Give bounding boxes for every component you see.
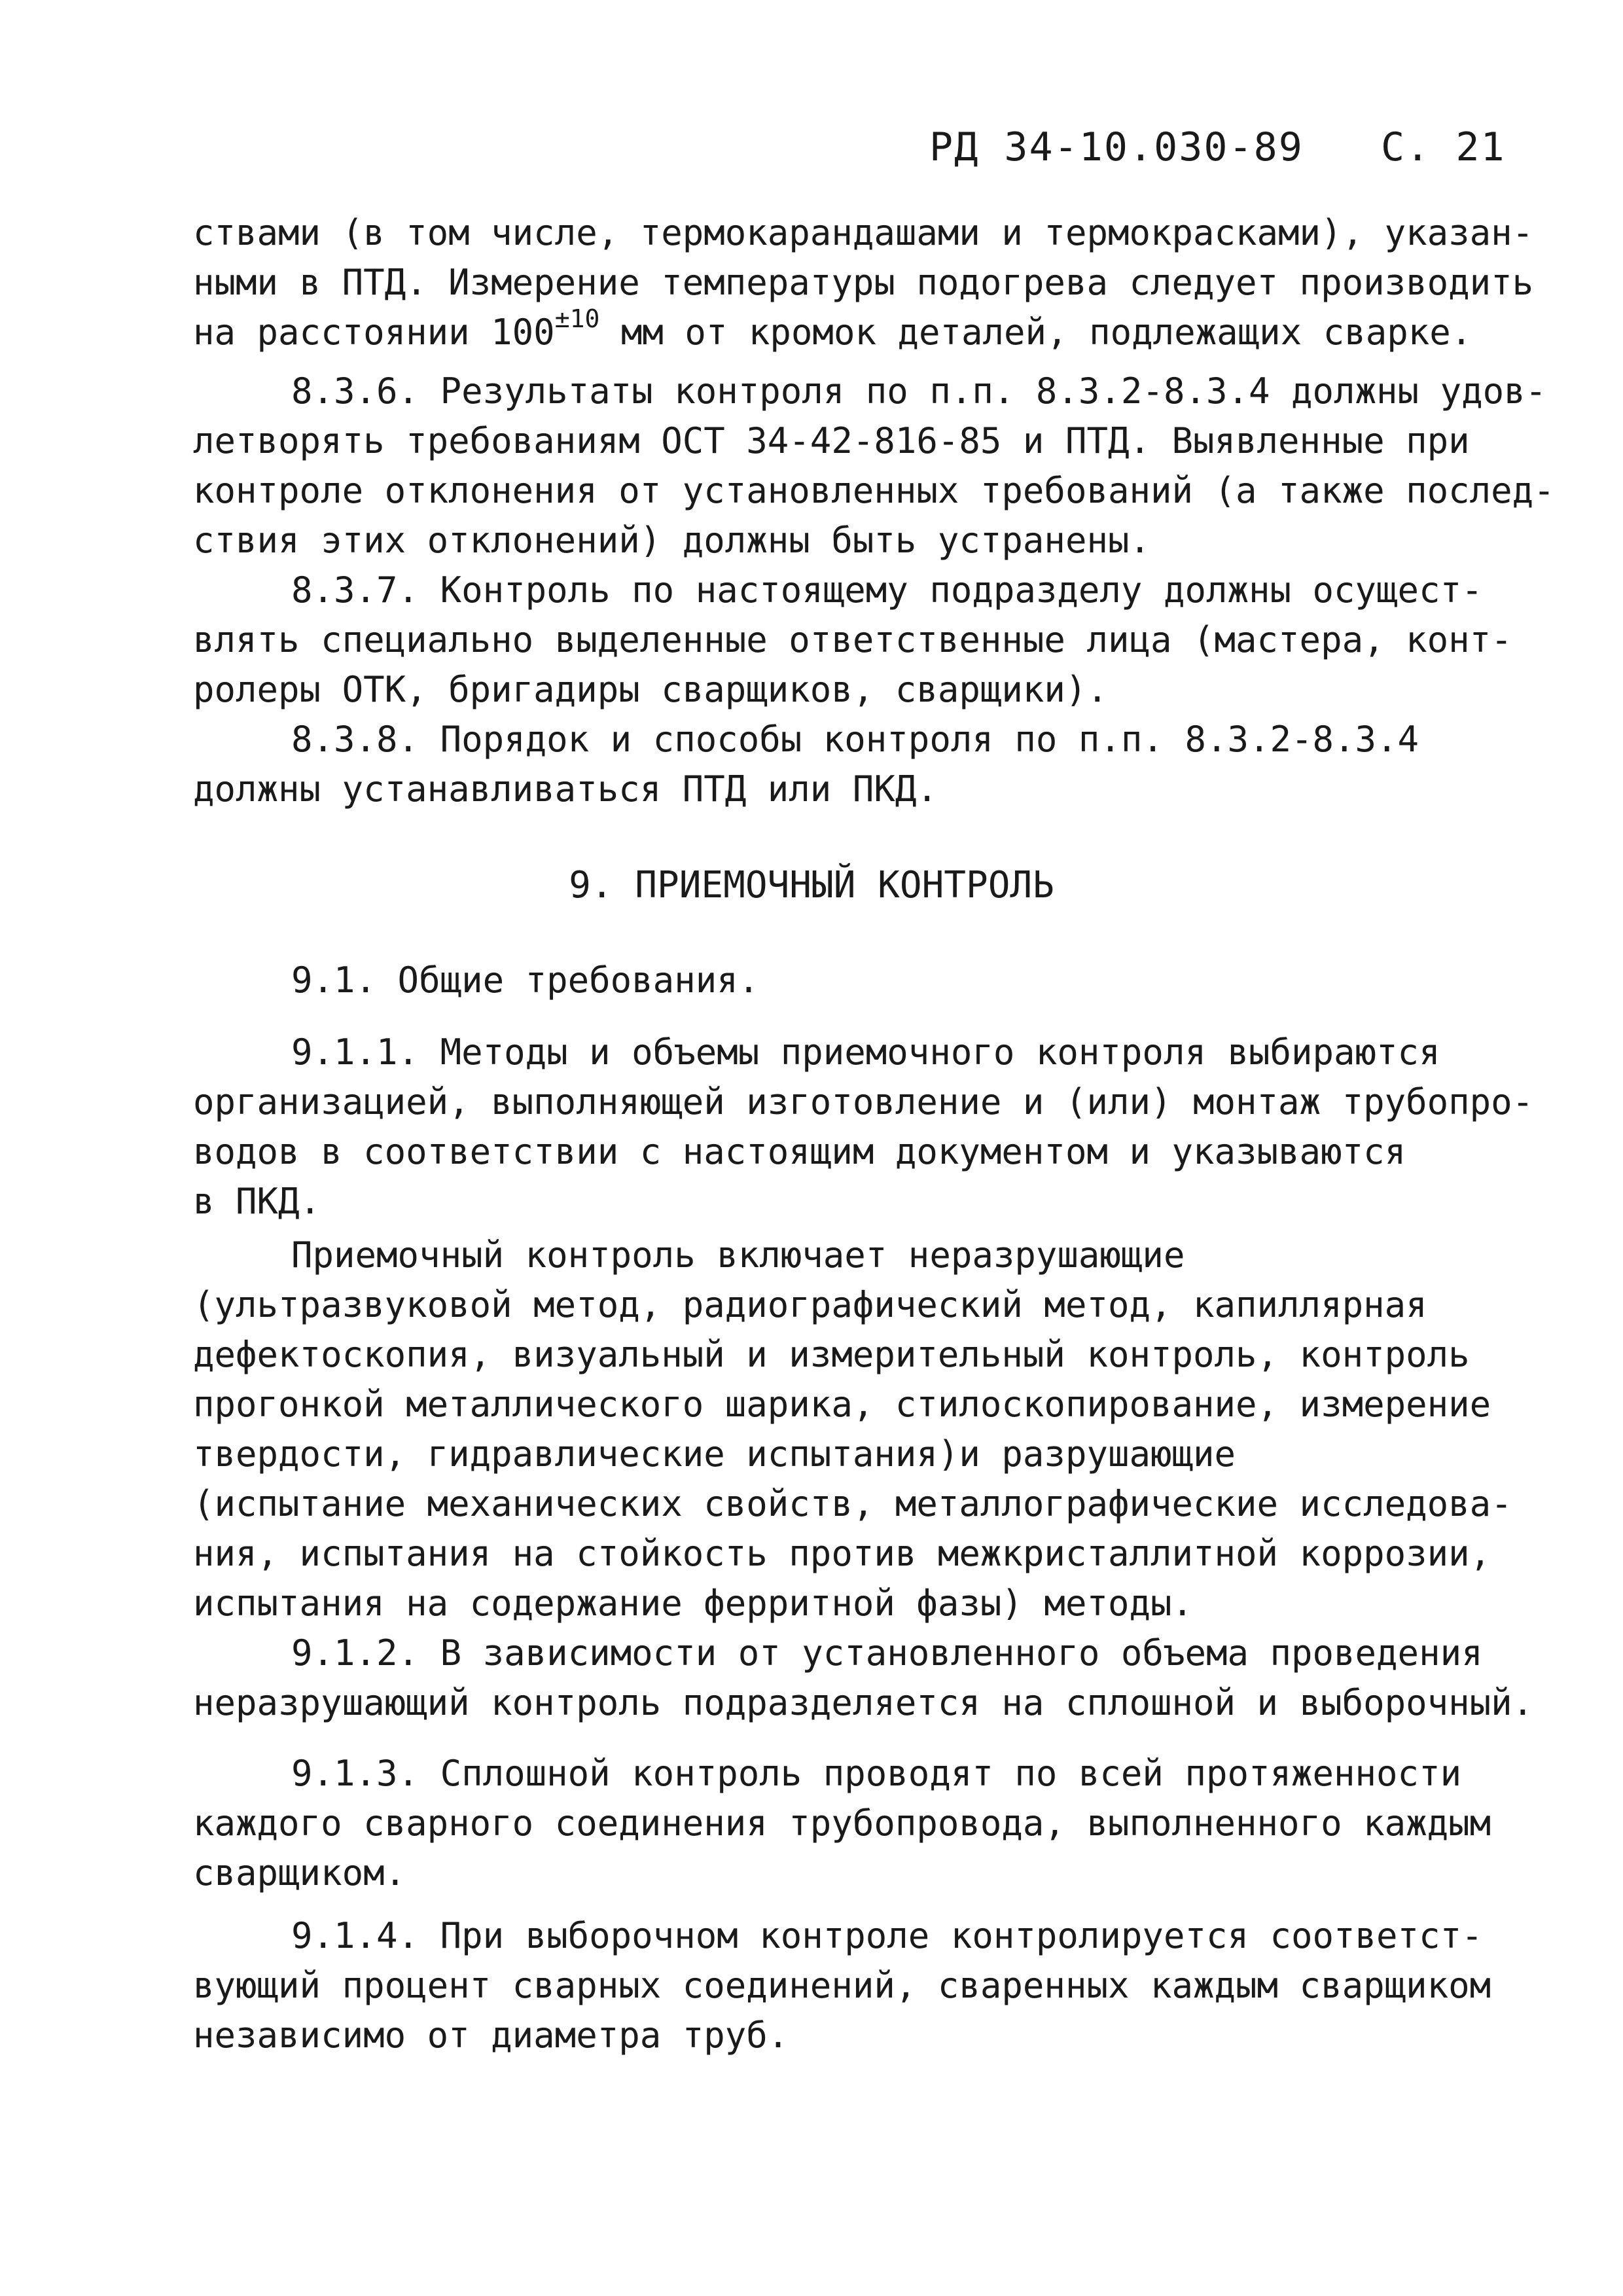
page-header (929, 124, 1506, 170)
text-fragment: мм от кромок деталей, подлежащих сварке. (599, 312, 1472, 353)
paragraph-8-3-6-line: 8.3.6. Результаты контроля по п.п. 8.3.2-8.3.4 должны удов- (291, 370, 1547, 412)
paragraph-9-1-3-line: каждого сварного соединения трубопровода, выполненного каждым (193, 1803, 1491, 1844)
paragraph-8-3-8-line: должны устанавливаться ПТД или ПКД. (193, 768, 938, 810)
paragraph-9-1-1-line: в ПКД. (193, 1181, 321, 1222)
page-number: С. 21 (1380, 124, 1506, 170)
paragraph-8-3-6-line: летворять требованиям ОСТ 34-42-816-85 и ПТД. Выявленные при (193, 420, 1470, 461)
paragraph-9-1-4-line: 9.1.4. При выборочном контроле контролируется соответст- (291, 1915, 1483, 1956)
paragraph-9-1-4-line: независимо от диаметра труб. (193, 2015, 789, 2056)
paragraph-acceptance-line: Приемочный контроль включает неразрушающие (291, 1234, 1185, 1276)
paragraph-8-3-8-line: 8.3.8. Порядок и способы контроля по п.п. 8.3.2-8.3.4 (291, 719, 1419, 760)
paragraph-8-3-7-line: ролеры ОТК, бригадиры сварщиков, сварщики). (193, 669, 1108, 710)
paragraph-acceptance-line: (ультразвуковой метод, радиографический метод, капиллярная (193, 1284, 1427, 1325)
paragraph-acceptance-line: испытания на содержание ферритной фазы) методы. (193, 1583, 1194, 1624)
paragraph-9-1-1-line: организацией, выполняющей изготовление и (или) монтаж трубопро- (193, 1081, 1534, 1122)
subsection-heading: 9.1. Общие требования. (291, 960, 760, 1001)
paragraph-9-1-3-line: сварщиком. (193, 1852, 406, 1893)
paragraph-acceptance-line: ния, испытания на стойкость против межкристаллитной коррозии, (193, 1533, 1491, 1574)
paragraph-acceptance-line: твердости, гидравлические испытания)и разрушающие (193, 1433, 1236, 1475)
text-line: ными в ПТД. Измерение температуры подогрева следует производить (193, 262, 1534, 303)
paragraph-9-1-2-line: неразрушающий контроль подразделяется на сплошной и выборочный. (193, 1682, 1534, 1723)
document-code: РД 34-10.030-89 (929, 124, 1304, 170)
section-heading: 9. ПРИЕМОЧНЫЙ КОНТРОЛЬ (569, 864, 1054, 906)
tolerance-superscript: ±10 (554, 304, 600, 333)
paragraph-9-1-4-line: вующий процент сварных соединений, сваренных каждым сварщиком (193, 1965, 1491, 2006)
paragraph-acceptance-line: дефектоскопия, визуальный и измерительный контроль, контроль (193, 1334, 1470, 1375)
paragraph-8-3-7-line: влять специально выделенные ответственные лица (мастера, конт- (193, 619, 1512, 660)
paragraph-acceptance-line: прогонкой металлического шарика, стилоскопирование, измерение (193, 1384, 1491, 1425)
paragraph-9-1-2-line: 9.1.2. В зависимости от установленного объема проведения (291, 1632, 1483, 1674)
text-fragment: на расстоянии 100 (193, 312, 555, 353)
paragraph-8-3-7-line: 8.3.7. Контроль по настоящему подразделу должны осущест- (291, 569, 1483, 611)
paragraph-8-3-6-line: ствия этих отклонений) должны быть устранены. (193, 520, 1150, 561)
text-line: ствами (в том числе, термокарандашами и термокрасками), указан- (193, 212, 1534, 253)
paragraph-8-3-6-line: контроле отклонения от установленных требований (а также послед- (193, 470, 1555, 511)
paragraph-9-1-1-line: водов в соответствии с настоящим документом и указываются (193, 1131, 1406, 1172)
paragraph-acceptance-line: (испытание механических свойств, металлографические исследова- (193, 1483, 1512, 1524)
paragraph-9-1-3-line: 9.1.3. Сплошной контроль проводят по всей протяженности (291, 1753, 1462, 1794)
paragraph-9-1-1-line: 9.1.1. Методы и объемы приемочного контроля выбираются (291, 1031, 1440, 1073)
text-line (193, 304, 1472, 357)
